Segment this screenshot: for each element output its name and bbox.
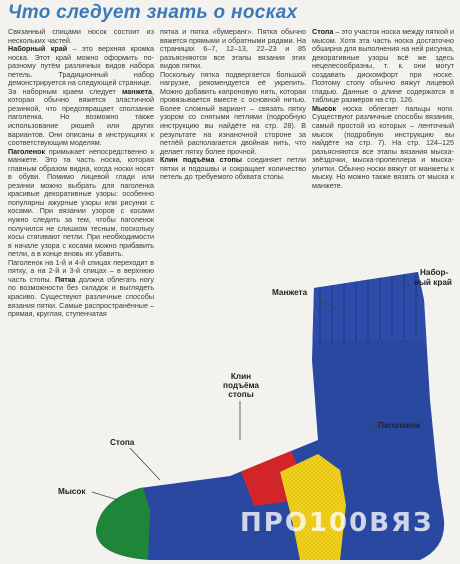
label-manzheta: Манжета [272, 288, 308, 297]
paragraph-text: , которая обычно вяжется эластичной резинкой, что предотвращает сползание паголенка. Но возможно также использование рюшей или других вариантов. Они описаны в инструкциях к соответствующим моделям. [8, 86, 154, 148]
label-pagolenok: Паголенок [378, 421, 421, 430]
paragraph-text: За наборным краем следует [8, 86, 123, 96]
term-manzheta: манжета [122, 86, 152, 96]
label-klin-line1: Клин [230, 372, 252, 381]
label-mysok: Мысок [58, 487, 86, 496]
watermark: ПРО100ВЯЗ [240, 508, 434, 538]
paragraph-text: носка облегает пальцы ноги. Существуют различные способы вязания, самый простой из которых – ленточный мысок (подробную инструкцию вы найдёте на стр. 7). На стр. 124–125 разъясняются все этапы вязания мыска-звёздочки, мыска-пропеллера и мыска-улитки. Обычно носки вяжут от манжеты к мыску. Но можно также вязать от мыска к манжете. [312, 103, 454, 190]
paragraph-text: Паголенок на 1-й и 4-й спицах переходит в пятку, а на 2-й и 3-й спицах – в верхнюю часть стопы. [8, 257, 154, 284]
term-nabor: Наборный край [8, 44, 68, 54]
paragraph-text: – это верхняя кромка носка. Этот край можно оформить по-разному путём различных видов набора петель. Традиционный набор демонстрируется на следующей странице. [8, 44, 154, 88]
term-pyatka: Пятка [54, 274, 76, 284]
label-nabor-line1: Набор- [420, 268, 449, 277]
paragraph-text: Связанный спицами носок состоит из нескольких частей. [8, 27, 154, 45]
label-stopa: Стопа [110, 438, 135, 447]
paragraph-text: должна облегать ногу по возможности без складок и выглядеть красиво. Существуют различные способы вязания пятки. Самые распространённые – прямая, круглая, ступенчатая [8, 274, 154, 319]
label-klin-line2: подъёма [223, 381, 259, 390]
label-nabor-line2: ный край [414, 278, 452, 287]
paragraph-text: Поскольку пятка подвергается большой нагрузке, рекомендуется её укрепить. Можно добавить капроновую нить, которая провязывается вместе с основной нитью. Более сложный вариант – связать пятку узором со снятыми петлями (подробную инструкцию вы найдёте на стр. 28). В результате на изнаночной стороне за петлёй располагается двойная нить, что делает пятку более прочной. [160, 69, 306, 156]
label-klin-line3: стопы [228, 390, 254, 399]
paragraph-text: соединяет петли пятки и подошвы и сокращает количество петель до требуемого обхвата стопы. [160, 155, 306, 182]
paragraph-text: пятка и пятка «бумеранг». Пятка обычно вяжется прямыми и обратными рядами. На страницах 6–7, 12–13, 22–23 и 85 разъясняются все этапы вязания этих видов пятки. [160, 27, 306, 71]
term-pagolenok: Паголенок [8, 146, 46, 156]
term-klin: Клин подъёма стопы [160, 155, 242, 165]
term-mysok: Мысок [312, 103, 337, 113]
page-title: Что следует знать о носках [8, 2, 298, 23]
paragraph-text: примыкает непосредственно к манжете. Это та часть носка, которая главным образом видна, когда носки носят в обуви. Помимо лицевой глади или резинки можно выбрать для паголенка красивые декоративные узоры: особенно популярны ажурные узоры или рисунки с косами. При вязании узоров с косами нужно следить за тем, чтобы паголенок получился не слишком тесным, поскольку косы стягивают петли. При необходимости в начале узора с косами можно прибавить петли, а в конце вновь их убавить. [8, 146, 154, 259]
paragraph-text: – это участок носка между пяткой и мысом. Хотя эта часть носка достаточно обширна для выполнения на ней рисунка, декоративные узоры всё же здесь нецелесообразны, т. к. они могут создавать дискомфорт при носке. Поэтому стопу обычно вяжут лицевой гладью. Данные о длине содержатся в таблице размеров на стр. 126. [312, 27, 454, 105]
term-stopa: Стопа [312, 27, 334, 36]
